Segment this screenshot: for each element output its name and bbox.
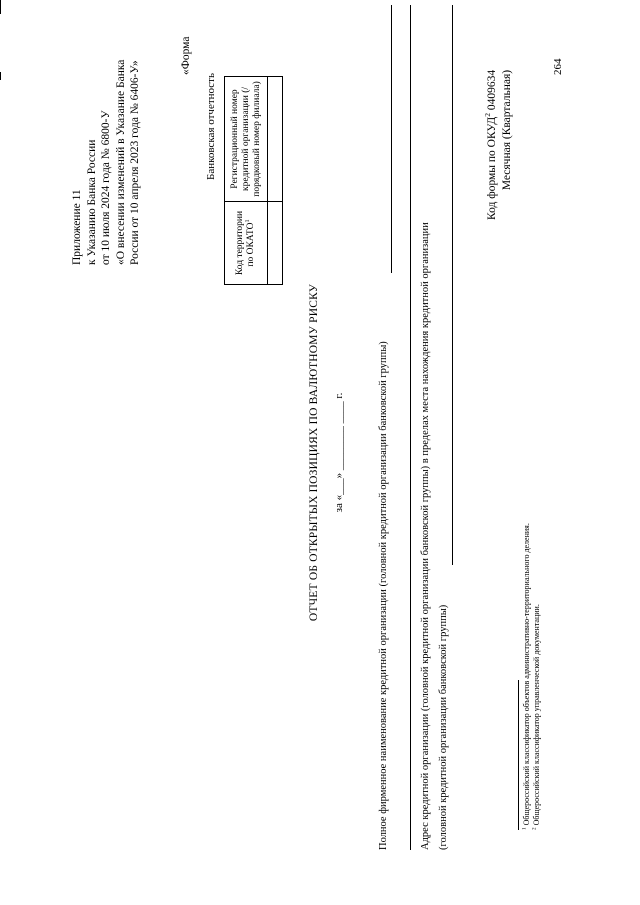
address-fill-line[interactable] [452, 5, 453, 565]
page-number: 264 [552, 58, 564, 75]
full-name-fill-line-2[interactable] [410, 5, 411, 850]
registration-table [224, 76, 283, 285]
reg-number-value-cell[interactable] [268, 77, 283, 202]
address-label-2: (головной кредитной организации банковской группы) [438, 604, 449, 850]
form-code-footnote-mark: 2 [483, 113, 493, 117]
appendix-line-5: России от 10 апреля 2023 года № 6406-У» [129, 60, 141, 265]
footnote-1 [522, 523, 532, 830]
okato-header [225, 202, 268, 285]
appendix-block [70, 60, 143, 265]
footnote-1-mark: 1 [521, 827, 528, 830]
forma-label: «Форма [180, 36, 192, 75]
footnote-2-mark: 2 [531, 827, 538, 830]
form-code-line [485, 70, 500, 220]
form-code-label: Код формы по ОКУД [486, 116, 498, 220]
footnote-2 [532, 604, 542, 830]
okato-header-text: Код территории по ОКАТО [235, 210, 256, 276]
appendix-line-2: к Указанию Банка России [85, 139, 98, 265]
appendix-line-3: от 10 июля 2024 года № 6800-У [100, 110, 112, 265]
okato-footnote-mark: 1 [244, 219, 251, 223]
periodicity: Месячная (Квартальная) [500, 69, 513, 191]
report-period: за «___» ________ ____ г. [333, 392, 345, 513]
form-codes [485, 70, 514, 220]
report-title: ОТЧЕТ ОБ ОТКРЫТЫХ ПОЗИЦИЯХ ПО ВАЛЮТНОМУ РИСКУ [308, 283, 320, 622]
footnote-1-text: Общероссийский классификатор объектов административно-территориального деления. [522, 523, 531, 828]
appendix-line-1: Приложение 11 [71, 189, 83, 265]
full-name-fill-line[interactable] [391, 5, 392, 273]
footnote-2-text: Общероссийский классификатор управленческой документации. [532, 604, 541, 828]
full-name-label: Полное фирменное наименование кредитной организации (головной кредитной организации банковской группы) [378, 341, 389, 850]
reg-number-header: Регистрационный номер кредитной организации (/ порядковый номер филиала) [225, 77, 268, 202]
okato-value-cell[interactable] [268, 202, 283, 285]
appendix-line-4: «О внесении изменений в Указание Банка [114, 59, 127, 265]
footnote-separator [518, 680, 519, 830]
form-code-value: 0409634 [486, 69, 498, 114]
address-label: Адрес кредитной организации (головной кредитной организации банковской группы) в пределах места нахождения кредитной организации [420, 222, 431, 850]
bank-reporting-label: Банковская отчетность [205, 72, 217, 180]
